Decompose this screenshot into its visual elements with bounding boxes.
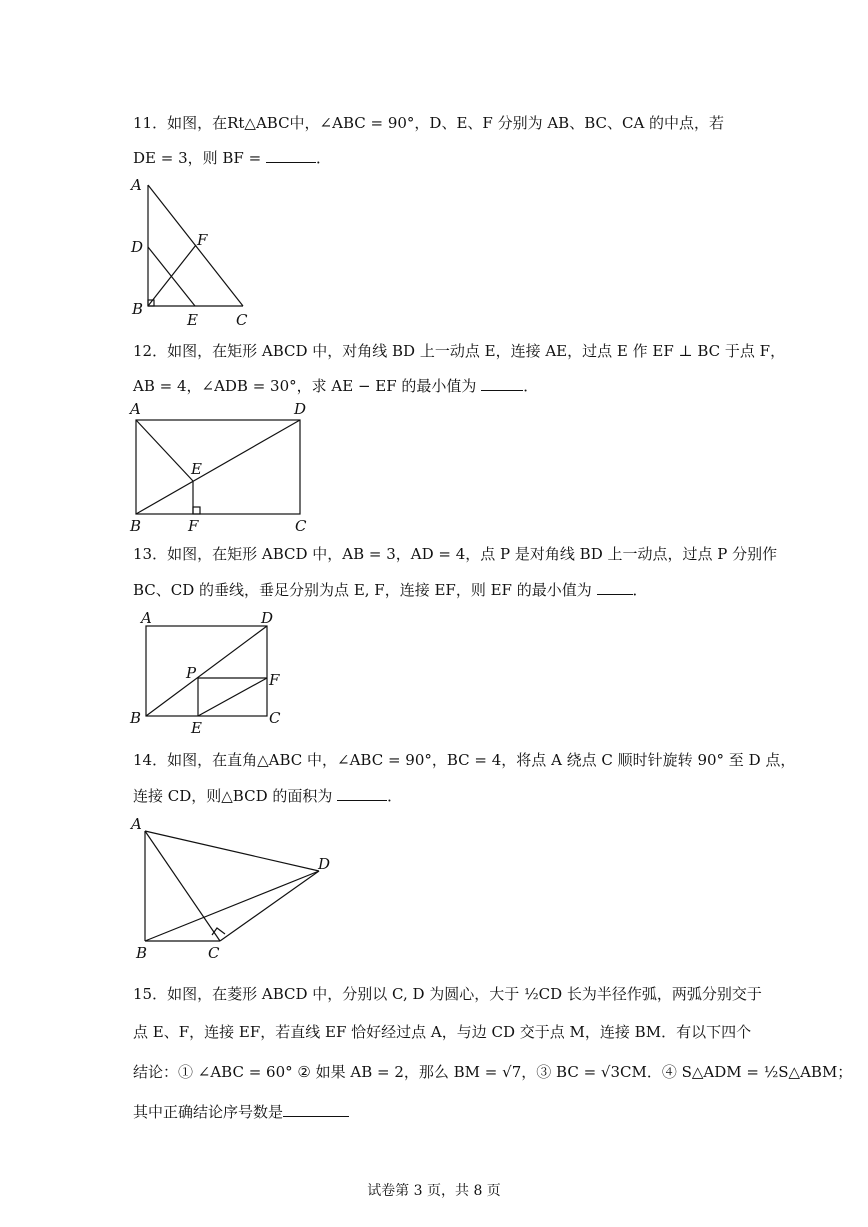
- q13-line-2-text: BC、CD 的垂线，垂足分别为点 E, F，连接 EF，则 EF 的最小值为: [133, 581, 592, 599]
- q14-line-2: [133, 785, 402, 806]
- q13-line-1: 13．如图，在矩形 ABCD 中，AB = 3，AD = 4，点 P 是对角线 BD 上一动点，过点 P 分别作: [133, 545, 778, 563]
- q12-tail: ．: [523, 377, 539, 395]
- q13-line-2: [133, 579, 648, 600]
- q12-label-a: A: [130, 400, 141, 418]
- q13-label-e: E: [191, 719, 202, 737]
- q11-tail: ．: [315, 149, 331, 167]
- q14-label-c: C: [208, 944, 220, 962]
- q12-segment-ae: [136, 420, 193, 481]
- q11-label-a: A: [131, 176, 142, 194]
- q15-line-3: 结论：① ∠ABC = 60° ② 如果 AB = 2，那么 BM = √7，③ BC = √3CM．④ S△ADM = ½S△ABM；: [133, 1063, 853, 1081]
- q12-line-2: [133, 375, 538, 396]
- q14-answer-blank[interactable]: [337, 785, 387, 801]
- q11-figure: [128, 175, 258, 327]
- q14-line-1: 14．如图，在直角△ABC 中，∠ABC = 90°，BC = 4，将点 A 绕点 C 顺时针旋转 90° 至 D 点，: [133, 751, 796, 769]
- q13-label-f: F: [269, 671, 280, 689]
- q15-line-1: 15．如图，在菱形 ABCD 中，分别以 C, D 为圆心，大于 ½CD 长为半径作弧，两弧分别交于: [133, 985, 762, 1003]
- q13-answer-blank[interactable]: [597, 579, 633, 595]
- q11-label-e: E: [187, 311, 198, 329]
- q15-line-4-text: 其中正确结论序号数是: [133, 1103, 284, 1121]
- q14-label-a: A: [131, 815, 142, 833]
- q12-label-b: B: [130, 517, 142, 535]
- q13-label-b: B: [130, 709, 142, 727]
- page-footer: 试卷第 3 页，共 8 页: [367, 1183, 501, 1199]
- q14-label-b: B: [136, 944, 148, 962]
- q13-label-p: P: [186, 664, 197, 682]
- q15-line-2: 点 E、F，连接 EF，若直线 EF 恰好经过点 A，与边 CD 交于点 M，连接 BM．有以下四个: [133, 1023, 752, 1041]
- q13-label-d: D: [261, 609, 274, 627]
- q14-side-ac: [145, 831, 220, 941]
- q11-line-2-text: DE = 3，则 BF =: [133, 149, 262, 167]
- q11-line-1: 11．如图，在Rt△ABC中，∠ABC = 90°，D、E、F 分别为 AB、BC、CA 的中点，若: [133, 114, 725, 132]
- q14-segment-ad: [145, 831, 319, 871]
- q13-label-a: A: [141, 609, 152, 627]
- q13-tail: ．: [632, 581, 648, 599]
- q12-line-2-text: AB = 4，∠ADB = 30°，求 AE − EF 的最小值为: [133, 377, 477, 395]
- q14-right-angle-mark: [212, 928, 225, 935]
- q11-label-c: C: [236, 311, 248, 329]
- q14-line-2-text: 连接 CD，则△BCD 的面积为: [133, 787, 333, 805]
- q15-line-4: [133, 1101, 349, 1122]
- q11-label-f: F: [197, 231, 208, 249]
- q12-label-f: F: [188, 517, 199, 535]
- q12-right-angle-mark: [193, 507, 200, 514]
- q11-line-2: [133, 147, 331, 168]
- q14-segment-bd: [145, 871, 319, 941]
- q12-label-c: C: [295, 517, 307, 535]
- q15-answer-blank[interactable]: [283, 1101, 349, 1117]
- q14-segment-cd: [220, 871, 319, 941]
- q11-segment-bf: [148, 245, 196, 306]
- q12-figure: [128, 400, 313, 535]
- q13-label-c: C: [269, 709, 281, 727]
- q14-figure: [128, 815, 343, 965]
- q11-answer-blank[interactable]: [266, 147, 316, 163]
- q12-diagonal-bd: [136, 420, 300, 514]
- q12-line-1: 12．如图，在矩形 ABCD 中，对角线 BD 上一动点 E，连接 AE，过点 E 作 EF ⊥ BC 于点 F，: [133, 342, 786, 360]
- q12-label-d: D: [294, 400, 307, 418]
- q11-label-d: D: [131, 238, 144, 256]
- q13-figure: [128, 605, 293, 740]
- q14-label-d: D: [318, 855, 331, 873]
- q12-label-e: E: [191, 460, 202, 478]
- q12-answer-blank[interactable]: [481, 375, 523, 391]
- q14-tail: ．: [387, 787, 403, 805]
- q13-segment-ef: [198, 678, 267, 716]
- q11-label-b: B: [132, 300, 144, 318]
- q13-diagonal-bd: [146, 626, 267, 716]
